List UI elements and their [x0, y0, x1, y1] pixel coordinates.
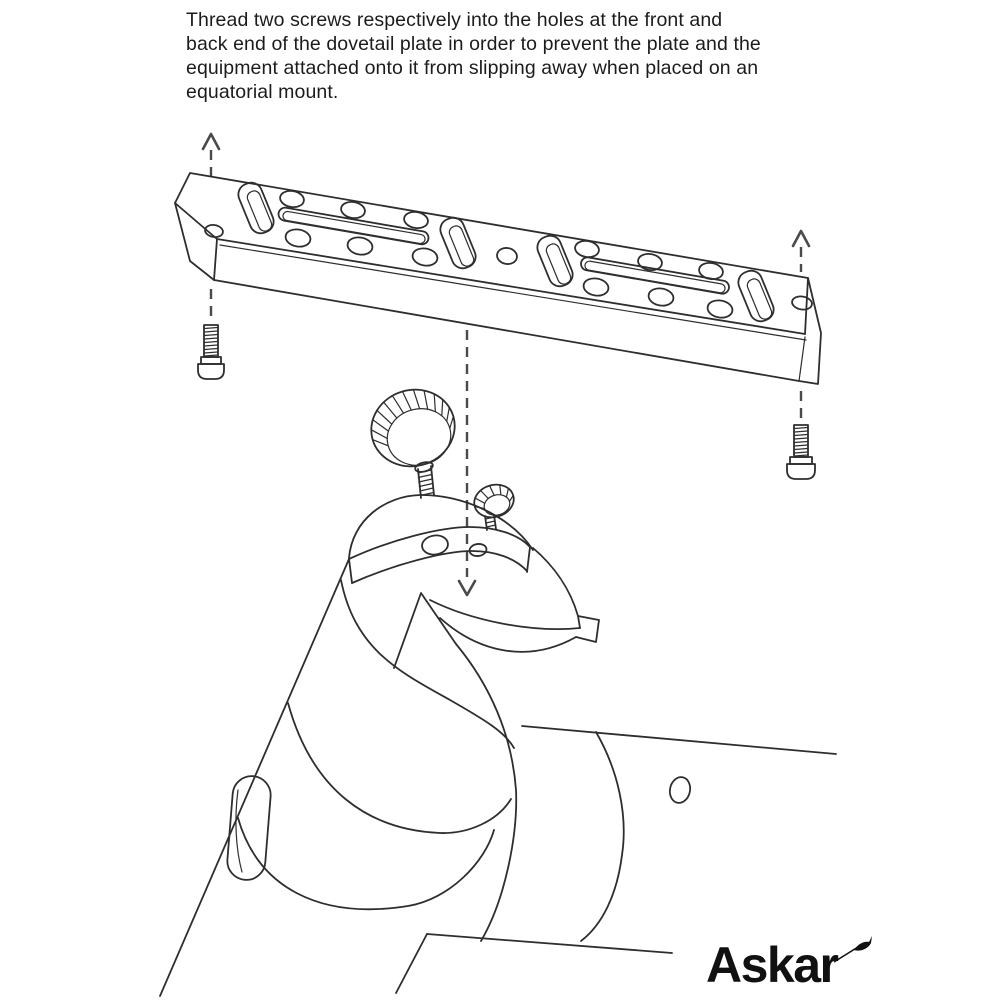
back-screw-hole: [791, 295, 813, 311]
base-plate-hole: [668, 775, 693, 805]
front-locking-screw: [198, 325, 224, 379]
saddle-hole-large: [421, 534, 449, 556]
small-locking-knob: [470, 480, 517, 530]
mounting-holes-bottom-row: [284, 228, 733, 320]
instruction-line-2: back end of the dovetail plate in order to prevent the plate and the: [186, 33, 761, 55]
instruction-line-1: Thread two screws respectively into the holes at the front and: [186, 9, 723, 31]
back-locking-screw: [787, 425, 815, 479]
saddle-hole-small: [469, 543, 488, 557]
equatorial-mount-body: [160, 559, 836, 996]
large-locking-knob: [362, 380, 464, 498]
instruction-line-4: equatorial mount.: [186, 81, 339, 103]
mounting-holes-top-row: [279, 189, 724, 281]
long-slots: [278, 207, 731, 295]
instruction-line-3: equipment attached onto it from slipping away when placed on an: [186, 57, 759, 79]
cross-slots: [235, 179, 777, 324]
bird-icon: [832, 934, 872, 964]
back-guide-arrow: [793, 231, 809, 422]
askar-logo: [706, 936, 872, 994]
askar-logo-text: Askar: [706, 937, 838, 993]
dovetail-plate: [175, 173, 821, 384]
